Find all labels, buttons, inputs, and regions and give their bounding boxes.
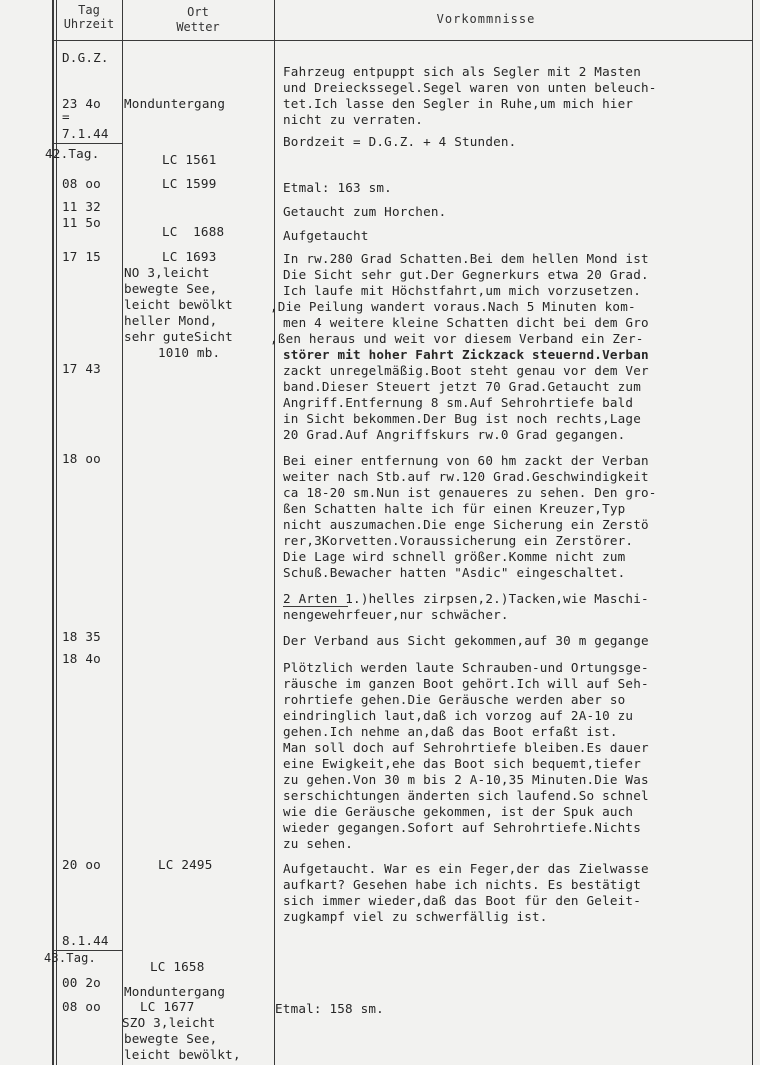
entry-1840-line-4: eindringlich laut,daß ich vorzog auf 2A-10 zu [283, 708, 634, 723]
date-8-1-44: 8.1.44 [62, 933, 109, 948]
entry-1835: Der Verband aus Sicht gekommen,auf 30 m gegange [283, 633, 649, 648]
header-vorkommnisse: Vorkommnisse [436, 12, 536, 26]
time-1743: 17 43 [62, 361, 101, 376]
entry-1800-line-2: weiter nach Stb.auf rw.120 Grad.Geschwindigkeit [283, 469, 649, 484]
time-2340: 23 4o [62, 96, 101, 111]
column-rule-right [752, 0, 753, 1065]
asdic-types-line-1: 2 Arten 1.)helles zirpsen,2.)Tacken,wie Maschi- [283, 591, 649, 606]
entry-2000-line-2: aufkart? Gesehen habe ich nichts. Es bestätigt [283, 877, 641, 892]
entry-1840-line-1: Plötzlich werden laute Schrauben-und Ortungsge- [283, 660, 649, 675]
entry-1715-line-3: Ich laufe mit Höchstfahrt,um mich vorzusetzen. [283, 283, 641, 298]
time-1150: 11 5o [62, 215, 101, 230]
entry-1715-line-2: Die Sicht sehr gut.Der Gegnerkurs etwa 20 Grad. [283, 267, 649, 282]
entry-1715-line-4: ,Die Peilung wandert voraus.Nach 5 Minuten kom- [270, 299, 636, 314]
header-wetter: Wetter [176, 20, 220, 34]
column-rule-ort-vorkommnisse [274, 0, 275, 1065]
entry-1840-line-3: rohrtiefe gehen.Die Geräusche werden aber so [283, 692, 626, 707]
lc-1658: LC 1658 [150, 959, 205, 974]
entry-1715-line-12: 20 Grad.Auf Angriffskurs rw.0 Grad gegangen. [283, 427, 626, 442]
moonset-1: Monduntergang [124, 96, 226, 111]
entry-1800-line-3: ca 18-20 sm.Nun ist genaueres zu sehen. Den gro- [283, 485, 657, 500]
entry-1800-line-4: ßen Schatten halte ich für einen Kreuzer,Typ [283, 501, 626, 516]
column-rule-time-ort [122, 0, 123, 1065]
entry-2000-line-3: sich immer wieder,daß das Boot für den Geleit- [283, 893, 641, 908]
weather-2-line-1: SZO 3,leicht [122, 1015, 216, 1030]
time-1840: 18 4o [62, 651, 101, 666]
entry-1715-line-10: Angriff.Entfernung 8 sm.Auf Sehrohrtiefe bald [283, 395, 634, 410]
time-2340-mark: = [62, 109, 70, 124]
lc-1688: LC 1688 [162, 224, 225, 239]
entry-1800-line-7: Die Lage wird schnell größer.Komme nicht zum [283, 549, 626, 564]
aufgetaucht-1: Aufgetaucht [283, 228, 369, 243]
time-0800-b: 08 oo [62, 999, 101, 1014]
weather-1-line-5: sehr guteSicht [124, 329, 233, 344]
time-1835: 18 35 [62, 629, 101, 644]
entry-1800-line-6: rer,3Korvetten.Voraussicherung ein Zerstörer. [283, 533, 634, 548]
entry-1840-line-6: Man soll doch auf Sehrohrtiefe bleiben.Es dauer [283, 740, 649, 755]
entry-1800-line-1: Bei einer entfernung von 60 hm zackt der Verban [283, 453, 649, 468]
getaucht-horchen: Getaucht zum Horchen. [283, 204, 447, 219]
entry-1840-line-5: gehen.Ich nehme an,daß das Boot erfaßt ist. [283, 724, 618, 739]
lc-2495: LC 2495 [158, 857, 213, 872]
weather-1-line-1: NO 3,leicht [124, 265, 210, 280]
time-2000: 20 oo [62, 857, 101, 872]
entry-2340-line-3: tet.Ich lasse den Segler in Ruhe,um mich hier [283, 96, 634, 111]
weather-1-line-6: 1010 mb. [158, 345, 221, 360]
header-uhrzeit: Uhrzeit [63, 17, 115, 31]
entry-2340-line-2: und Dreieckssegel.Segel waren von unten beleuch- [283, 80, 657, 95]
etmal-1: Etmal: 163 sm. [283, 180, 392, 195]
entry-1715-line-9: band.Dieser Steuert jetzt 70 Grad.Getaucht zum [283, 379, 641, 394]
entry-1715-line-7: störer mit hoher Fahrt Zickzack steuernd.Verban [283, 347, 649, 362]
entry-1840-line-12: zu sehen. [283, 836, 354, 851]
dgz-label: D.G.Z. [62, 50, 109, 65]
weather-2-line-3: leicht bewölkt, [124, 1047, 241, 1062]
entry-1840-line-10: wie die Geräusche gekommen, ist der Spuk auch [283, 804, 634, 819]
entry-2000-line-4: zugkampf viel zu schwerfällig ist. [283, 909, 548, 924]
entry-1715-line-11: in Sicht bekommen.Der Bug ist noch rechts,Lage [283, 411, 641, 426]
time-1800: 18 oo [62, 451, 101, 466]
date-7-1-44: 7.1.44 [62, 126, 109, 141]
time-0020: 00 2o [62, 975, 101, 990]
moonset-2: Monduntergang [124, 984, 226, 999]
entry-1840-line-8: zu gehen.Von 30 m bis 2 A-10,35 Minuten.Die Was [283, 772, 649, 787]
entry-1840-line-11: wieder gegangen.Sofort auf Sehrohrtiefe.Nichts [283, 820, 641, 835]
day-43: 43.Tag. [44, 951, 96, 965]
entry-1715-line-8: zackt unregelmäßig.Boot steht genau vor dem Ver [283, 363, 649, 378]
weather-2-line-2: bewegte See, [124, 1031, 218, 1046]
lc-1561: LC 1561 [162, 152, 217, 167]
bordzeit: Bordzeit = D.G.Z. + 4 Stunden. [283, 134, 517, 149]
lc-1693: LC 1693 [162, 249, 217, 264]
entry-1800-line-5: nicht auszumachen.Die enge Sicherung ein Zerstö [283, 517, 649, 532]
header-tag: Tag [78, 3, 100, 17]
entry-1715-line-1: In rw.280 Grad Schatten.Bei dem hellen Mond ist [283, 251, 649, 266]
day-42: 42.Tag. [45, 146, 100, 161]
asdic-types-line-2: nengewehrfeuer,nur schwächer. [283, 607, 509, 622]
weather-1-line-3: leicht bewölkt [124, 297, 233, 312]
entry-1840-line-2: räusche im ganzen Boot gehört.Ich will auf Seh- [283, 676, 649, 691]
entry-1800-line-8: Schuß.Bewacher hatten "Asdic" eingeschaltet. [283, 565, 626, 580]
entry-2000-line-1: Aufgetaucht. War es ein Feger,der das Zielwasse [283, 861, 649, 876]
entry-2340-line-1: Fahrzeug entpuppt sich als Segler mit 2 Masten [283, 64, 641, 79]
lc-1599: LC 1599 [162, 176, 217, 191]
weather-1-line-4: heller Mond, [124, 313, 218, 328]
time-1132: 11 32 [62, 199, 101, 214]
header-rule [52, 40, 752, 41]
time-0800-a: 08 oo [62, 176, 101, 191]
header-ort: Ort [187, 5, 209, 19]
time-1715: 17 15 [62, 249, 101, 264]
lc-1677: LC 1677 [140, 999, 195, 1014]
date-rule-1 [52, 143, 122, 144]
entry-1715-line-5: men 4 weitere kleine Schatten dicht bei dem Gro [283, 315, 649, 330]
entry-1715-line-6: ,ßen heraus und weit vor diesem Verband ein Zer- [270, 331, 644, 346]
entry-1840-line-9: serschichtungen änderten sich laufend.So schnel [283, 788, 649, 803]
etmal-2: Etmal: 158 sm. [275, 1001, 384, 1016]
weather-1-line-2: bewegte See, [124, 281, 218, 296]
entry-2340-line-4: nicht zu verraten. [283, 112, 424, 127]
entry-1840-line-7: eine Ewigkeit,ehe das Boot sich bequemt,tiefer [283, 756, 641, 771]
